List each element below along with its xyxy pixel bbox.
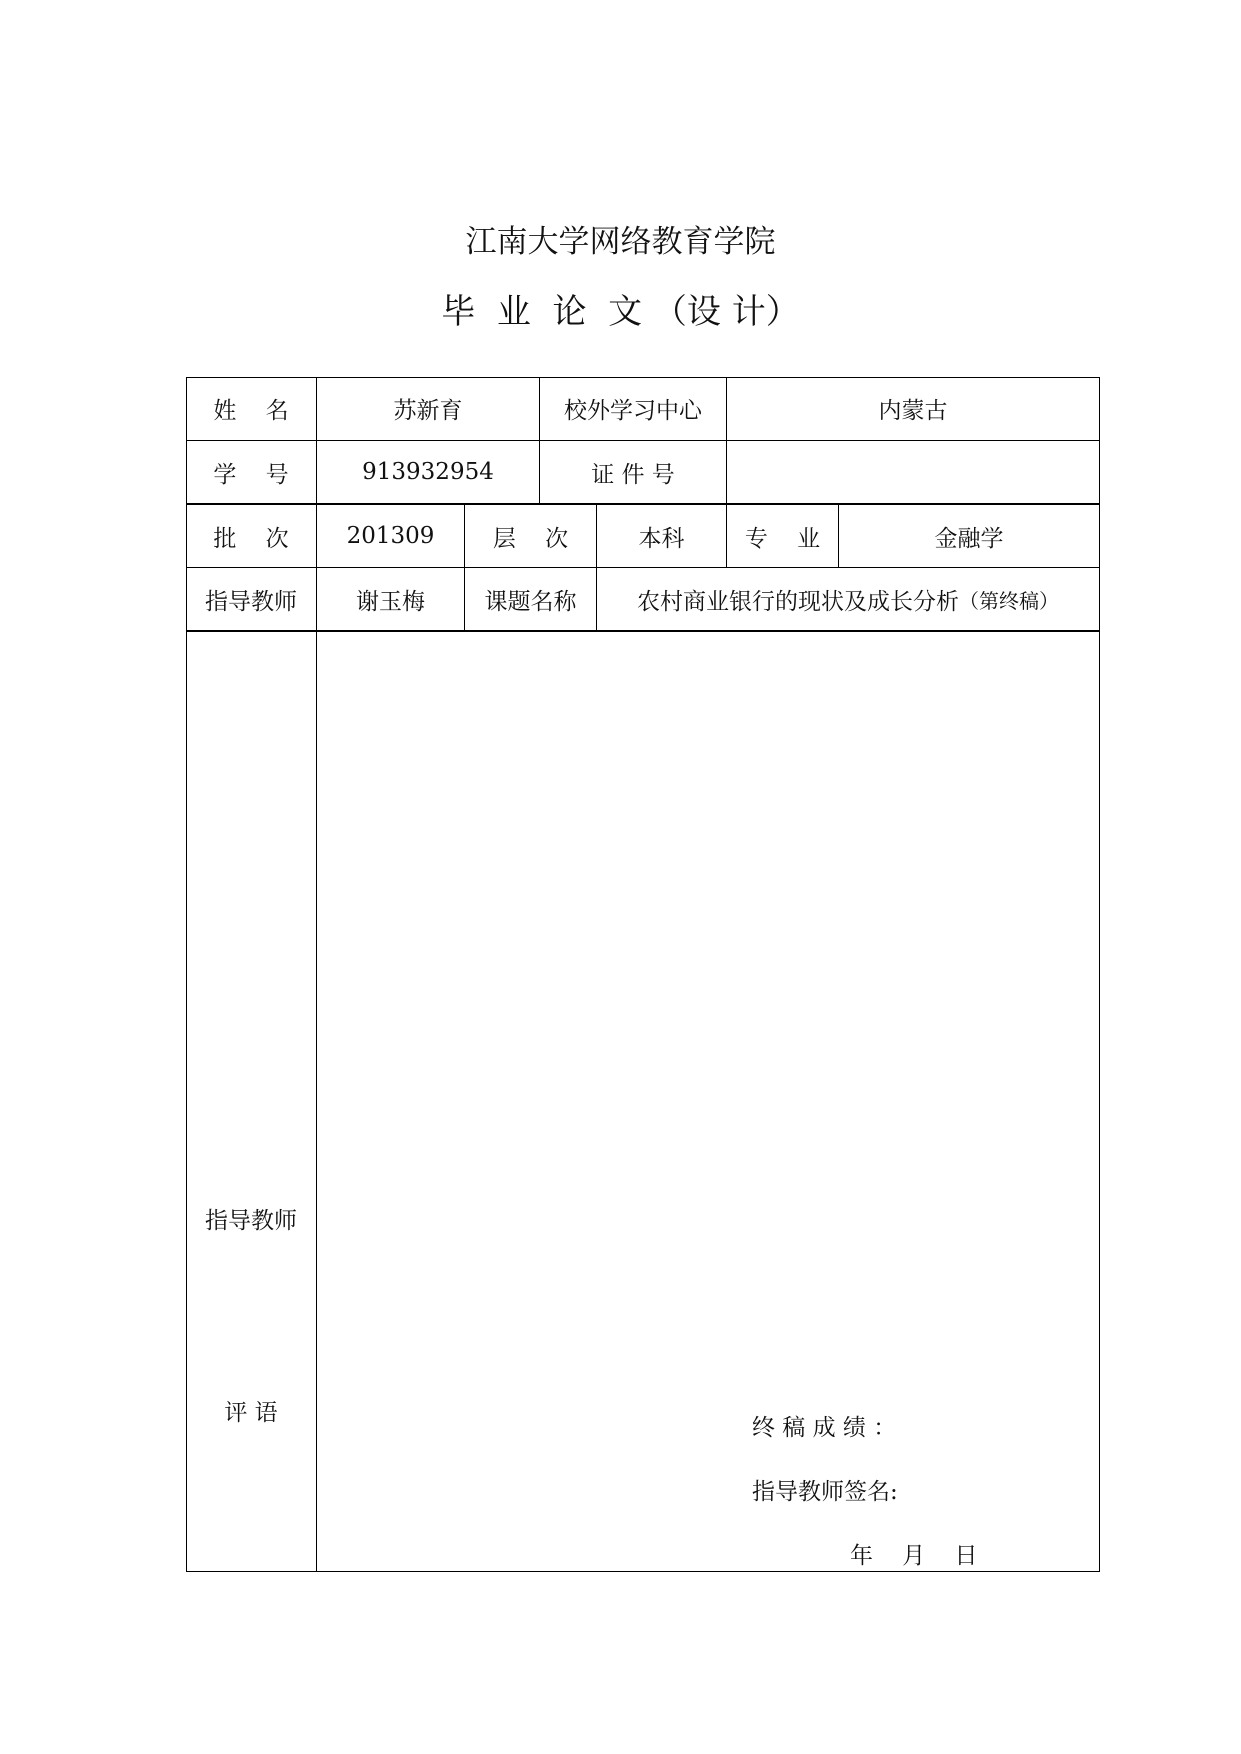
- topic-value: [597, 568, 1099, 630]
- thesis-cover-form: [186, 377, 1100, 1572]
- topic-label: 课题名称: [484, 588, 577, 615]
- topic-title: 农村商业银行的现状及成长分析: [637, 588, 959, 615]
- advisor-label: 指导教师: [205, 588, 297, 615]
- name-value: 苏新育: [393, 398, 463, 424]
- document-title: 毕 业 论 文 （设 计）: [441, 292, 800, 332]
- major-label: 专 业: [744, 525, 821, 552]
- advisor-value: 谢玉梅: [356, 588, 425, 615]
- name-label: 姓 名: [213, 398, 289, 424]
- learning-center-label: 校外学习中心: [564, 398, 702, 424]
- student-id-value: 913932954: [362, 459, 494, 485]
- advisor-comments-label: [186, 1061, 316, 1573]
- major-value: 金融学: [934, 525, 1004, 552]
- topic-draft-note: （第终稿）: [959, 588, 1059, 613]
- institution-title: 江南大学网络教育学院: [465, 224, 776, 260]
- batch-label: 批 次: [213, 525, 289, 552]
- student-id-label: 学 号: [213, 461, 289, 488]
- batch-value: 201309: [346, 523, 435, 549]
- learning-center-value: 内蒙古: [878, 398, 948, 424]
- row-divider-4: [186, 630, 1100, 632]
- advisor-comments-label-line1: 指导教师: [205, 1208, 297, 1234]
- table-border-bottom: [186, 1571, 1100, 1572]
- certificate-number-value: [727, 441, 1099, 503]
- advisor-signature-label: 指导教师签名:: [752, 1479, 898, 1505]
- level-value: 本科: [638, 525, 685, 552]
- certificate-number-label: 证 件 号: [591, 461, 675, 488]
- date-label: 年 月 日: [850, 1543, 978, 1569]
- table-border-right: [1099, 377, 1100, 1572]
- advisor-comments-label-line2: 评 语: [224, 1400, 278, 1426]
- level-label: 层 次: [492, 525, 569, 552]
- final-grade-label: 终 稿 成 绩 ：: [752, 1415, 897, 1441]
